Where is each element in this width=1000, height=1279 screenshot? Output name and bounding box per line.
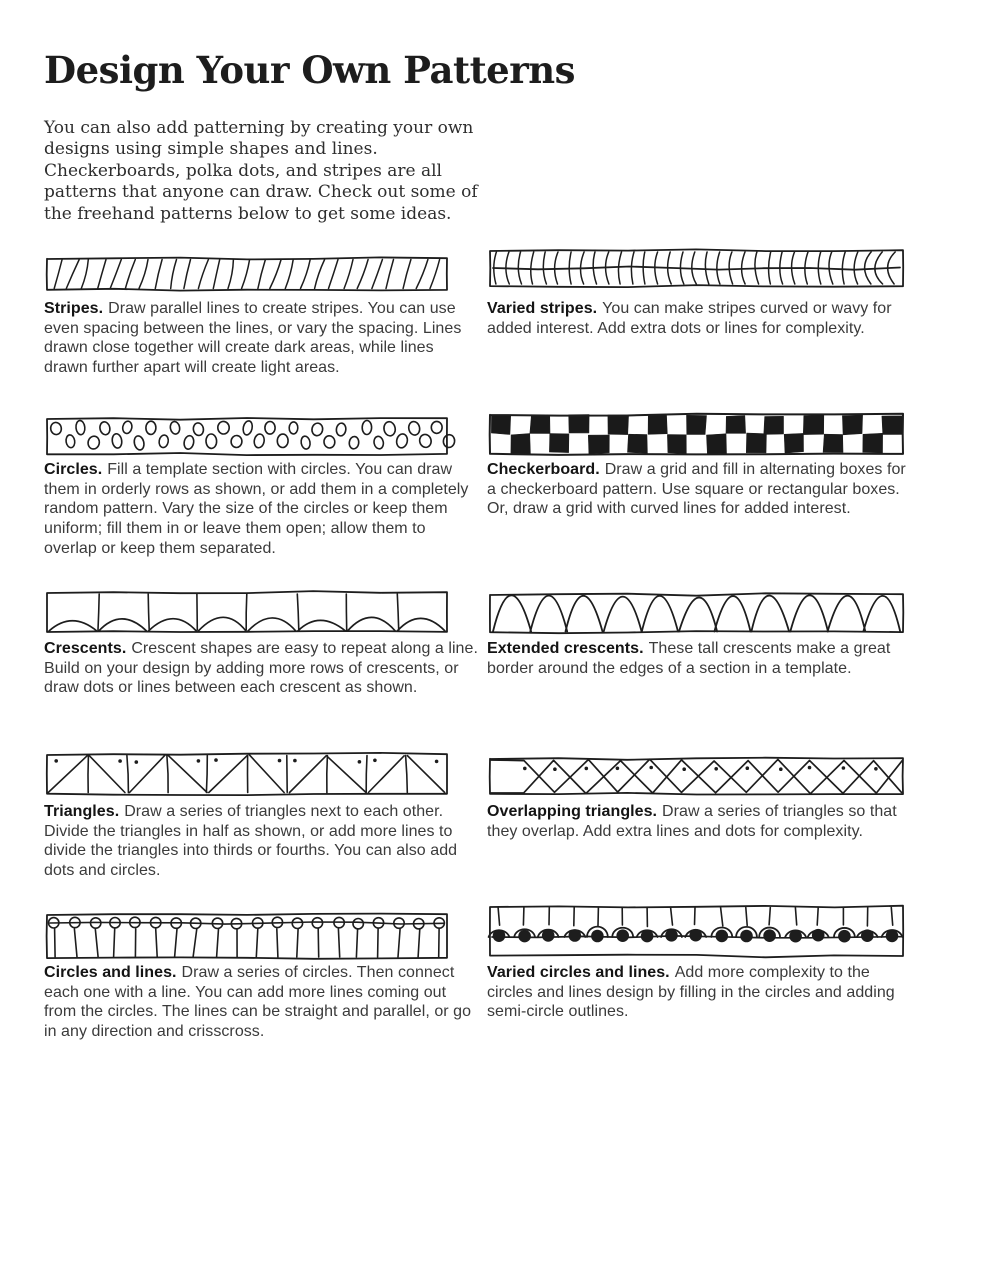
- triangles-caption-label: Triangles.: [44, 803, 120, 820]
- tall-crescents-band-drawing: [487, 591, 906, 635]
- extended-crescents-caption: [487, 639, 919, 678]
- extended-crescents-caption-label: Extended crescents.: [487, 640, 644, 657]
- checkerboard-caption-label: Checkerboard.: [487, 461, 600, 478]
- circles-caption: [44, 460, 480, 558]
- circles-and-lines-caption: [44, 963, 480, 1042]
- varied-stripes-caption-label: Varied stripes.: [487, 300, 598, 317]
- checkerboard-caption-text: Draw a grid and fill in alternating boxes for a checkerboard pattern. Use square or rectangular boxes. Or, draw a grid with curved lines for added interest.: [487, 461, 906, 518]
- varied-stripes-caption-text: You can make stripes curved or wavy for added interest. Add extra dots or lines for complexity.: [487, 300, 892, 337]
- crescents-caption-text: Crescent shapes are easy to repeat along a line. Build on your design by adding more rows of crescents, or draw dots or lines between each crescent as shown.: [44, 640, 478, 697]
- crescents-caption-label: Crescents.: [44, 640, 127, 657]
- extended-crescents-caption-text: These tall crescents make a great border around the edges of a section in a template.: [487, 640, 891, 677]
- crescents-band-drawing: [44, 589, 450, 635]
- curved-stripes-band-drawing: [487, 247, 906, 289]
- crescents-caption: [44, 639, 480, 698]
- circles-and-lines-band-drawing: [44, 911, 450, 961]
- overlapping-triangles-band-drawing: [487, 755, 906, 797]
- checkerboard-caption: [487, 460, 915, 519]
- varied-circles-and-lines-caption-text: Add more complexity to the circles and lines design by filling in the circles and adding semi-circle outlines.: [487, 964, 895, 1021]
- intro-paragraph: You can also add patterning by creating your own designs using simple shapes and lines. Checkerboards, polka dots, and stripes are all patterns that anyone can draw. Check out some of the freehand patterns below to get some ideas.: [44, 118, 478, 224]
- circles-and-lines-caption-text: Draw a series of circles. Then connect each one with a line. You can add more lines coming out from the circles. The lines can be straight and parallel, or go in any direction and crisscross.: [44, 964, 472, 1041]
- overlapping-triangles-caption-text: Draw a series of triangles so that they overlap. Add extra lines and dots for complexity.: [487, 803, 897, 840]
- stripes-caption-label: Stripes.: [44, 300, 104, 317]
- circles-band-drawing: [44, 415, 450, 457]
- overlapping-triangles-caption: [487, 802, 917, 841]
- triangles-band-drawing: [44, 751, 450, 797]
- stripes-caption: [44, 299, 480, 378]
- overlapping-triangles-caption-label: Overlapping triangles.: [487, 803, 658, 820]
- triangles-caption-text: Draw a series of triangles next to each other. Divide the triangles in half as shown, or add more lines to divide the triangles into thirds or fourths. You can also add dots and circles.: [44, 803, 458, 880]
- triangles-caption: [44, 802, 480, 881]
- varied-circles-and-lines-caption: [487, 963, 919, 1022]
- varied-circles-and-lines-caption-label: Varied circles and lines.: [487, 964, 670, 981]
- circles-caption-text: Fill a template section with circles. You can draw them in orderly rows as shown, or add them in a completely random pattern. Vary the size of the circles or keep them uniform; fill them in or leave them open; allow them to overlap or keep them separated.: [44, 461, 469, 557]
- stripes-caption-text: Draw parallel lines to create stripes. You can use even spacing between the lines, or vary the spacing. Lines drawn close together will create dark areas, while lines drawn further apart will create light areas.: [44, 300, 462, 377]
- filled-circles-and-lines-band-drawing: [487, 903, 906, 959]
- circles-and-lines-caption-label: Circles and lines.: [44, 964, 177, 981]
- diagonal-stripes-band-drawing: [44, 255, 450, 293]
- checkerboard-band-drawing: [487, 411, 906, 457]
- page-title: Design Your Own Patterns: [44, 48, 575, 92]
- varied-stripes-caption: [487, 299, 915, 338]
- circles-caption-label: Circles.: [44, 461, 103, 478]
